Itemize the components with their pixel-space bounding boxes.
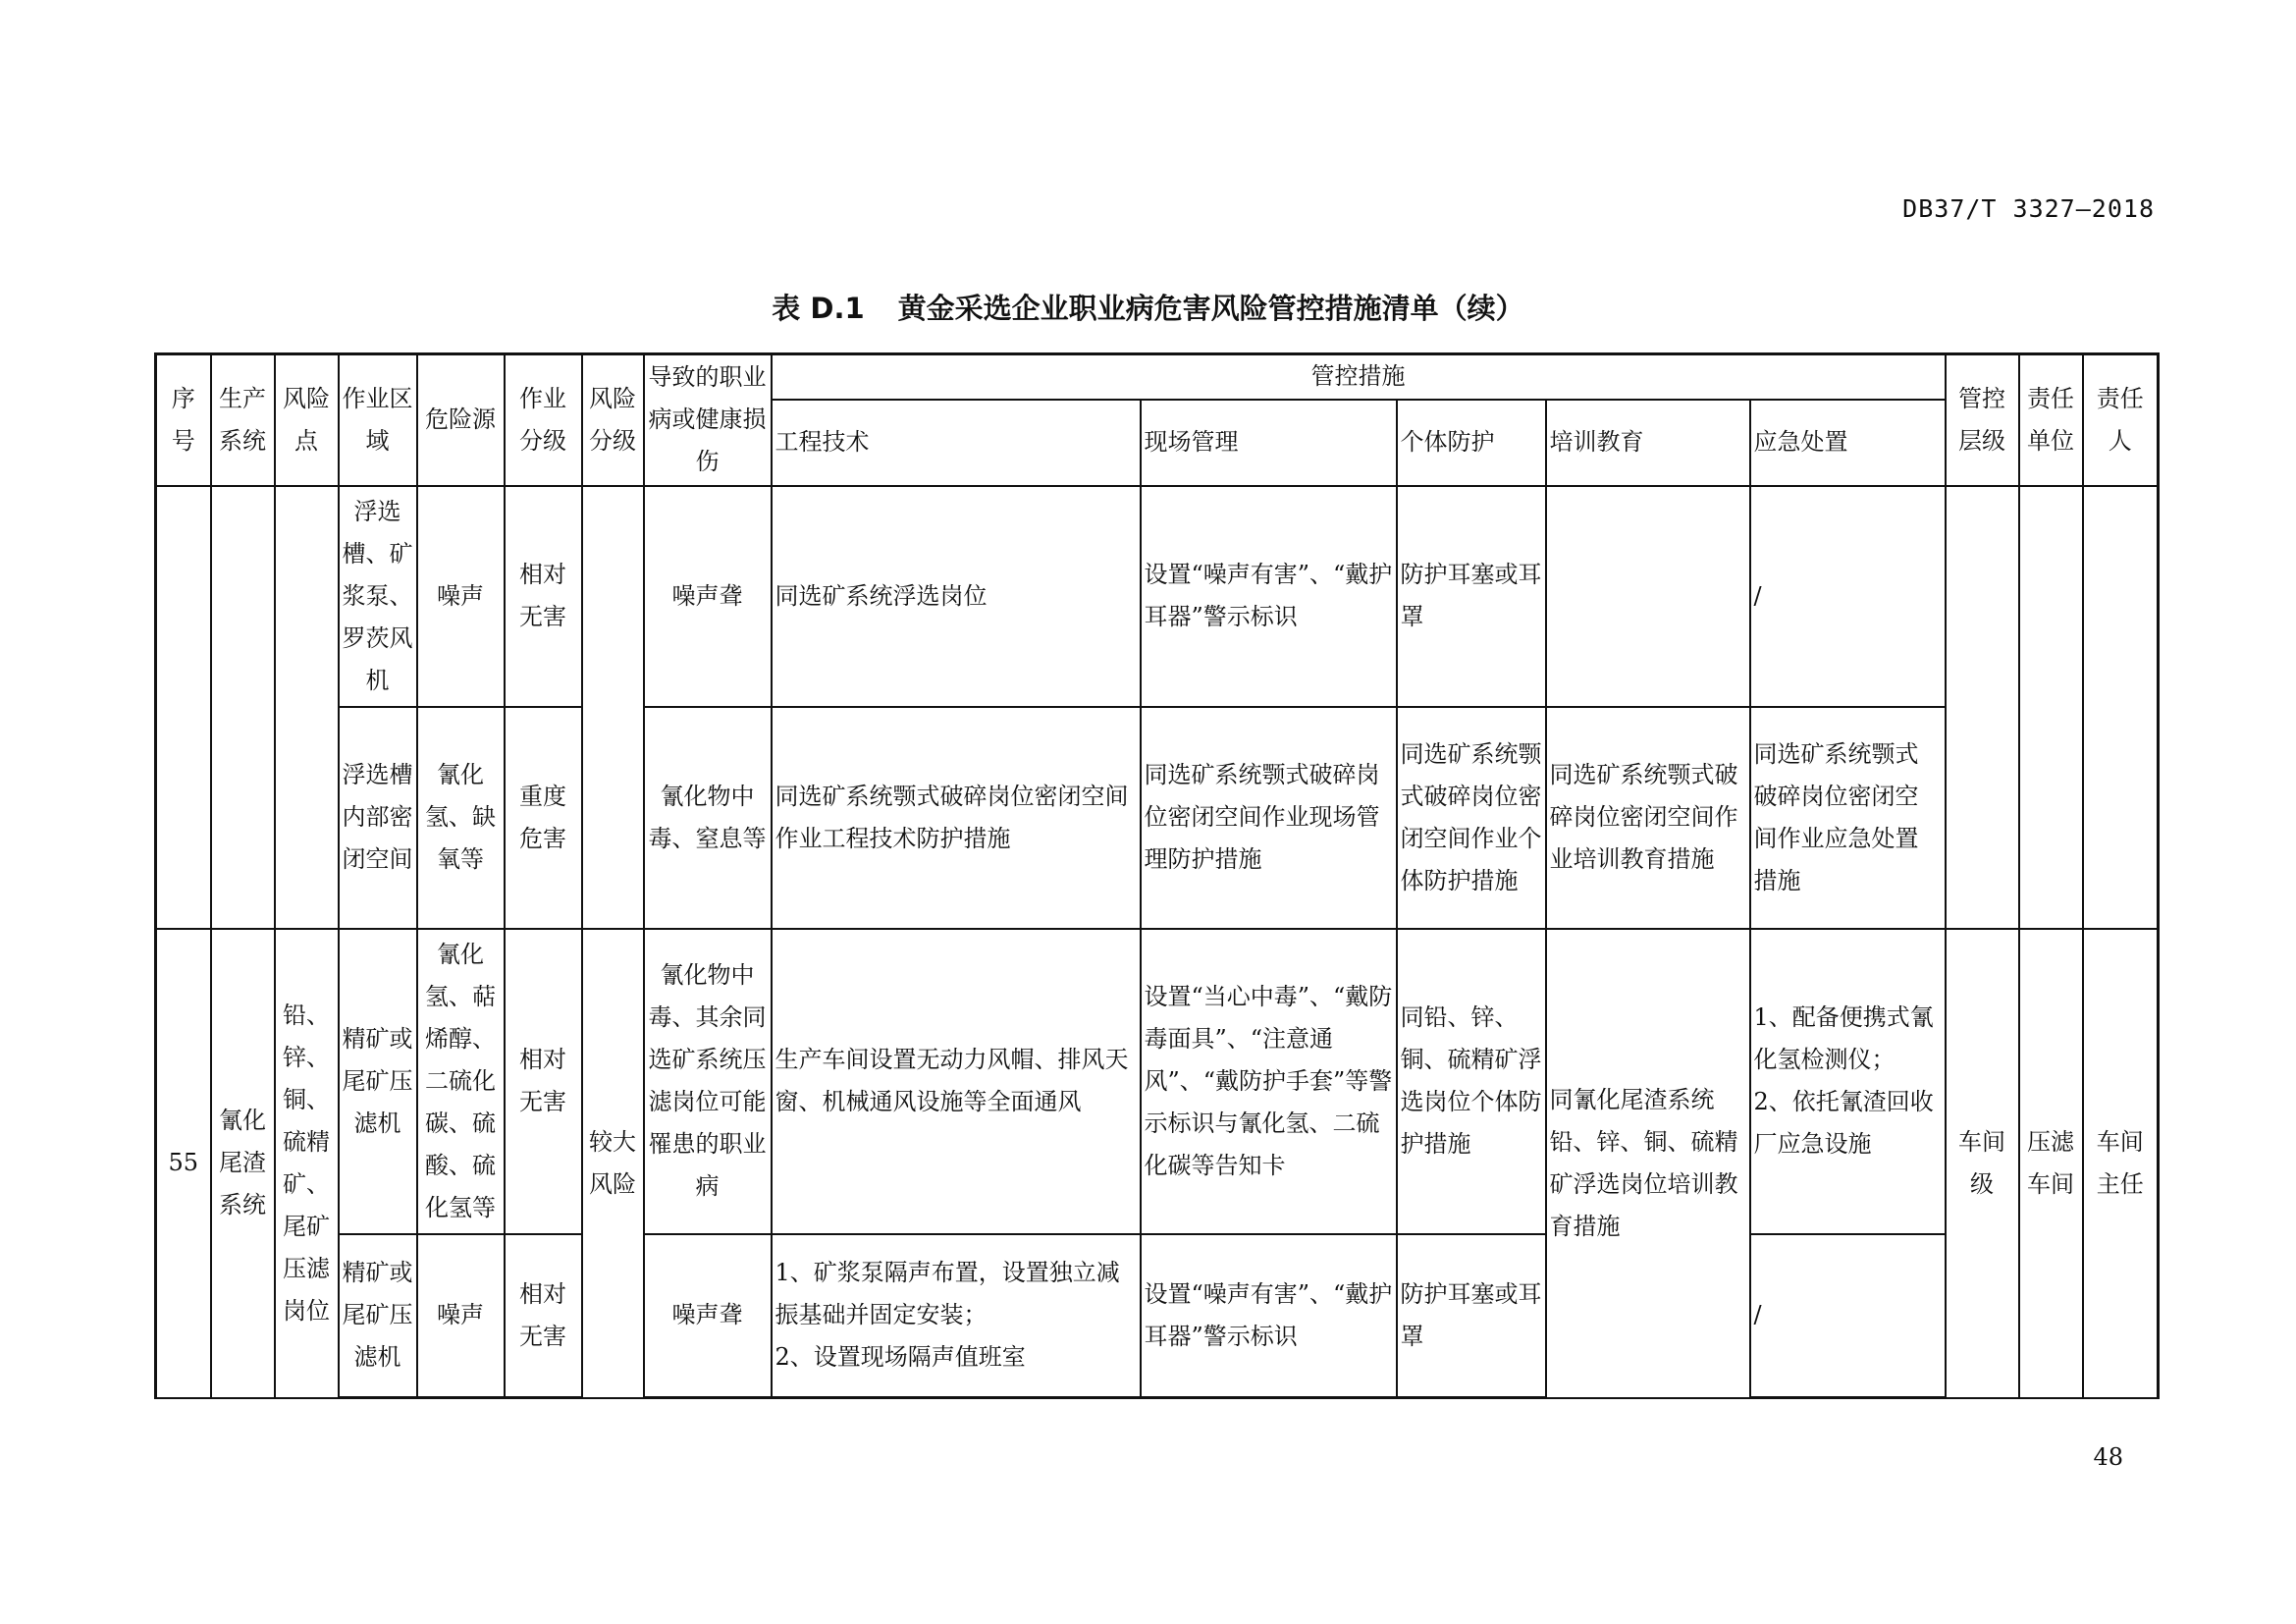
header-emergency: 应急处置 xyxy=(1750,400,1946,486)
hazard-cell: 噪声 xyxy=(417,486,505,707)
system-cell: 氰化尾渣系统 xyxy=(211,929,275,1398)
risk-point-cell-empty xyxy=(275,486,339,929)
emergency-cell: 同选矿系统颚式破碎岗位密闭空间作业应急处置措施 xyxy=(1750,707,1946,929)
ppe-cell: 防护耳塞或耳罩 xyxy=(1397,1234,1546,1398)
work-grade-cell: 重度危害 xyxy=(505,707,582,929)
table-number: 表 D.1 xyxy=(772,292,865,325)
header-risk-point: 风险点 xyxy=(275,354,339,486)
header-disease: 导致的职业病或健康损伤 xyxy=(644,354,772,486)
table-row xyxy=(156,486,2159,707)
site-mgmt-cell: 设置“噪声有害”、“戴护耳器”警示标识 xyxy=(1141,1234,1397,1398)
control-level-cell-empty xyxy=(1946,486,2019,929)
training-cell: 同选矿系统颚式破碎岗位密闭空间作业培训教育措施 xyxy=(1546,707,1750,929)
training-cell xyxy=(1546,486,1750,707)
header-seq: 序号 xyxy=(156,354,211,486)
work-grade-cell: 相对无害 xyxy=(505,929,582,1234)
header-engineering: 工程技术 xyxy=(772,400,1141,486)
header-training: 培训教育 xyxy=(1546,400,1750,486)
header-row-1 xyxy=(156,354,2159,400)
engineering-cell: 生产车间设置无动力风帽、排风天窗、机械通风设施等全面通风 xyxy=(772,929,1141,1234)
header-site-mgmt: 现场管理 xyxy=(1141,400,1397,486)
table-row xyxy=(156,1234,2159,1398)
hazard-cell: 氰化氢、萜烯醇、二硫化碳、硫酸、硫化氢等 xyxy=(417,929,505,1234)
emergency-cell: 1、配备便携式氰化氢检测仪； 2、依托氰渣回收厂应急设施 xyxy=(1750,929,1946,1234)
risk-control-table xyxy=(154,352,2160,1399)
header-resp-person: 责任人 xyxy=(2083,354,2159,486)
header-resp-unit: 责任单位 xyxy=(2019,354,2083,486)
header-ppe: 个体防护 xyxy=(1397,400,1546,486)
table-caption: 黄金采选企业职业病危害风险管控措施清单（续） xyxy=(897,292,1524,325)
control-level-cell: 车间级 xyxy=(1946,929,2019,1398)
site-mgmt-cell: 设置“噪声有害”、“戴护耳器”警示标识 xyxy=(1141,486,1397,707)
table-row xyxy=(156,929,2159,1234)
risk-grade-cell: 较大风险 xyxy=(582,929,644,1398)
risk-grade-cell-empty xyxy=(582,486,644,929)
work-area-cell: 精矿或尾矿压滤机 xyxy=(339,1234,417,1398)
table-row xyxy=(156,707,2159,929)
engineering-cell: 同选矿系统颚式破碎岗位密闭空间作业工程技术防护措施 xyxy=(772,707,1141,929)
header-hazard: 危险源 xyxy=(417,354,505,486)
emergency-cell: / xyxy=(1750,486,1946,707)
engineering-cell: 1、矿浆泵隔声布置，设置独立减振基础并固定安装； 2、设置现场隔声值班室 xyxy=(772,1234,1141,1398)
resp-unit-cell-empty xyxy=(2019,486,2083,929)
header-risk-grade: 风险分级 xyxy=(582,354,644,486)
ppe-cell: 同选矿系统颚式破碎岗位密闭空间作业个体防护措施 xyxy=(1397,707,1546,929)
work-area-cell: 浮选槽、矿浆泵、罗茨风机 xyxy=(339,486,417,707)
hazard-cell: 氰化氢、缺氧等 xyxy=(417,707,505,929)
work-grade-cell: 相对无害 xyxy=(505,1234,582,1398)
header-measures: 管控措施 xyxy=(772,354,1946,400)
work-area-cell: 浮选槽内部密闭空间 xyxy=(339,707,417,929)
site-mgmt-cell: 同选矿系统颚式破碎岗位密闭空间作业现场管理防护措施 xyxy=(1141,707,1397,929)
header-system: 生产系统 xyxy=(211,354,275,486)
disease-cell: 噪声聋 xyxy=(644,486,772,707)
disease-cell: 噪声聋 xyxy=(644,1234,772,1398)
work-grade-cell: 相对无害 xyxy=(505,486,582,707)
seq-cell: 55 xyxy=(156,929,211,1398)
ppe-cell: 同铅、锌、铜、硫精矿浮选岗位个体防护措施 xyxy=(1397,929,1546,1234)
header-work-area: 作业区域 xyxy=(339,354,417,486)
engineering-cell: 同选矿系统浮选岗位 xyxy=(772,486,1141,707)
header-control-level: 管控层级 xyxy=(1946,354,2019,486)
document-code: DB37/T 3327—2018 xyxy=(1902,194,2155,223)
system-cell-empty xyxy=(211,486,275,929)
disease-cell: 氰化物中毒、窒息等 xyxy=(644,707,772,929)
hazard-cell: 噪声 xyxy=(417,1234,505,1398)
seq-cell-empty xyxy=(156,486,211,929)
site-mgmt-cell: 设置“当心中毒”、“戴防毒面具”、“注意通风”、“戴防护手套”等警示标识与氰化氢、二硫化碳等告知卡 xyxy=(1141,929,1397,1234)
ppe-cell: 防护耳塞或耳罩 xyxy=(1397,486,1546,707)
work-area-cell: 精矿或尾矿压滤机 xyxy=(339,929,417,1234)
page-number: 48 xyxy=(2093,1443,2123,1471)
table-title xyxy=(0,287,2296,327)
resp-unit-cell: 压滤车间 xyxy=(2019,929,2083,1398)
disease-cell: 氰化物中毒、其余同选矿系统压滤岗位可能罹患的职业病 xyxy=(644,929,772,1234)
risk-point-cell: 铅、锌、铜、硫精矿、尾矿压滤岗位 xyxy=(275,929,339,1398)
header-work-grade: 作业分级 xyxy=(505,354,582,486)
resp-person-cell-empty xyxy=(2083,486,2159,929)
resp-person-cell: 车间主任 xyxy=(2083,929,2159,1398)
training-cell: 同氰化尾渣系统铅、锌、铜、硫精矿浮选岗位培训教育措施 xyxy=(1546,929,1750,1398)
emergency-cell: / xyxy=(1750,1234,1946,1398)
